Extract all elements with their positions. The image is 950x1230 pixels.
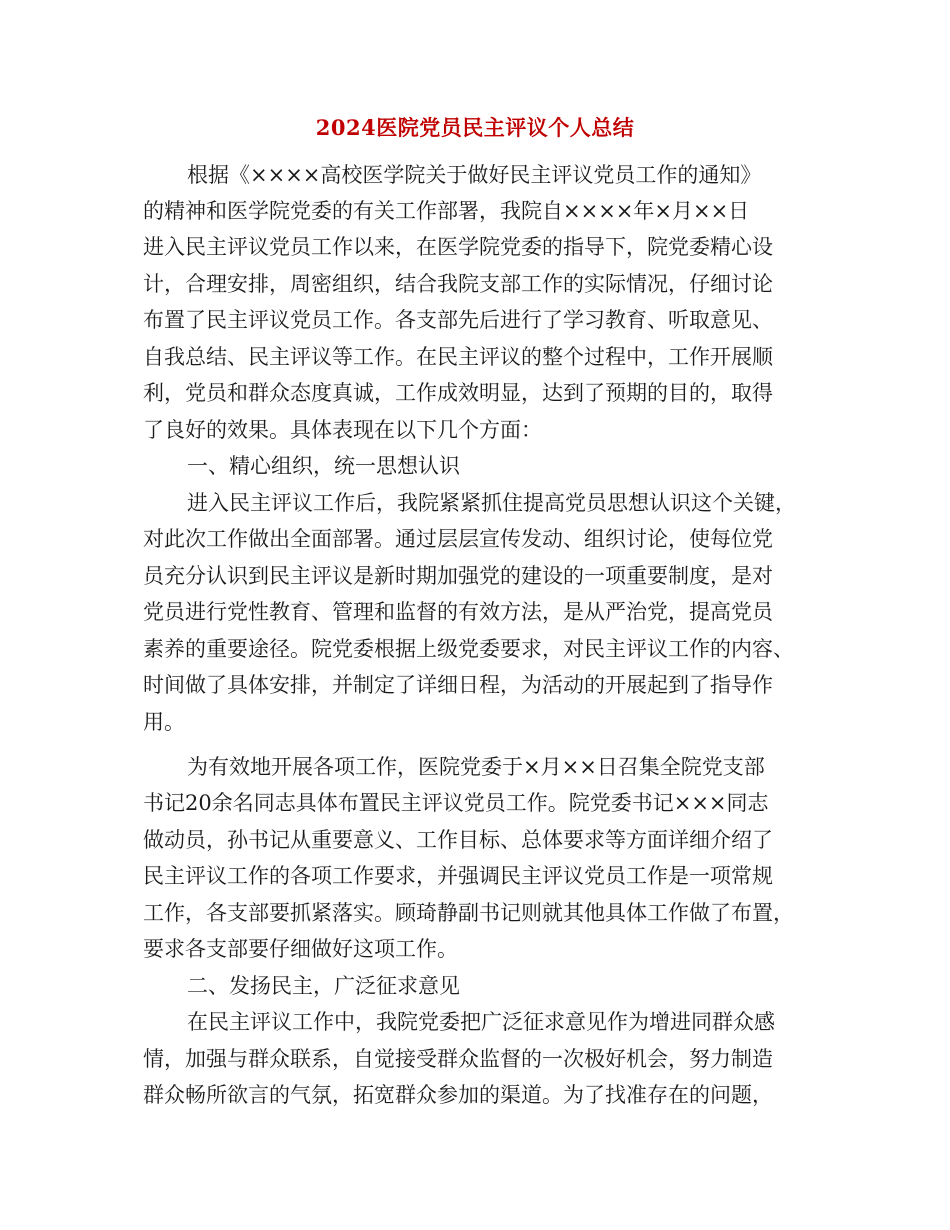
body-line: 党员进行党性教育、管理和监督的有效方法，是从严治党，提高党员 xyxy=(143,600,773,624)
body-line: 员充分认识到民主评议是新时期加强党的建设的一项重要制度，是对 xyxy=(143,564,773,588)
body-line: 民主评议工作的各项工作要求，并强调民主评议党员工作是一项常规 xyxy=(143,864,773,888)
body-line: 在民主评议工作中，我院党委把广泛征求意见作为增进同群众感 xyxy=(187,1010,775,1034)
body-line: 计，合理安排，周密组织，结合我院支部工作的实际情况，仔细讨论 xyxy=(143,272,773,296)
body-line: 群众畅所欲言的气氛，拓宽群众参加的渠道。为了找准存在的问题， xyxy=(143,1083,773,1107)
body-line: 素养的重要途径。院党委根据上级党委要求，对民主评议工作的内容、 xyxy=(143,637,794,661)
body-line: 要求各支部要仔细做好这项工作。 xyxy=(143,937,458,961)
body-line: 用。 xyxy=(143,710,185,734)
body-line: 自我总结、民主评议等工作。在民主评议的整个过程中，工作开展顺 xyxy=(143,345,773,369)
body-line: 进入民主评议工作后，我院紧紧抓住提高党员思想认识这个关键， xyxy=(187,491,796,515)
section-heading: 一、精心组织，统一思想认识 xyxy=(187,454,460,478)
body-line: 为有效地开展各项工作，医院党委于×月××日召集全院党支部 xyxy=(187,755,765,779)
body-line: 情，加强与群众联系，自觉接受群众监督的一次极好机会，努力制造 xyxy=(143,1047,773,1071)
body-line: 对此次工作做出全面部署。通过层层宣传发动、组织讨论，使每位党 xyxy=(143,527,773,551)
body-line: 做动员，孙书记从重要意义、工作目标、总体要求等方面详细介绍了 xyxy=(143,828,773,852)
body-line: 利，党员和群众态度真诚，工作成效明显，达到了预期的目的，取得 xyxy=(143,381,773,405)
body-line: 时间做了具体安排，并制定了详细日程，为活动的开展起到了指导作 xyxy=(143,673,773,697)
body-line: 的精神和医学院党委的有关工作部署，我院自××××年×月××日 xyxy=(143,199,750,223)
body-line: 了良好的效果。具体表现在以下几个方面： xyxy=(143,418,542,442)
body-line: 根据《××××高校医学院关于做好民主评议党员工作的通知》 xyxy=(187,163,762,187)
body-line: 书记20余名同志具体布置民主评议党员工作。院党委书记×××同志 xyxy=(143,791,769,815)
document-title: 2024医院党员民主评议个人总结 xyxy=(315,115,635,140)
body-line: 工作，各支部要抓紧落实。顾琦静副书记则就其他具体工作做了布置， xyxy=(143,901,794,925)
body-line: 布置了民主评议党员工作。各支部先后进行了学习教育、听取意见、 xyxy=(143,308,773,332)
body-line: 进入民主评议党员工作以来，在医学院党委的指导下，院党委精心设 xyxy=(143,235,773,259)
section-heading: 二、发扬民主，广泛征求意见 xyxy=(187,974,460,998)
